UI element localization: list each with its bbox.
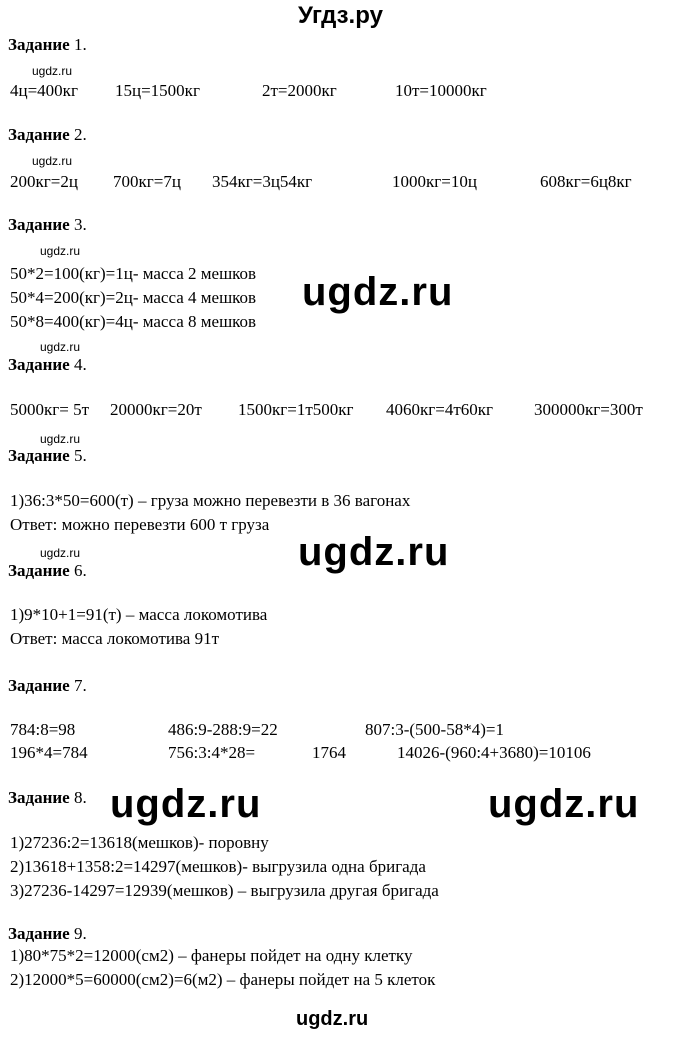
task-number: 1. — [69, 35, 87, 54]
task-1-item: 10т=10000кг — [395, 81, 487, 100]
task-6-line: Ответ: масса локомотива 91т — [10, 629, 220, 648]
task-8-line: 1)27236:2=13618(мешков)- поровну — [10, 833, 269, 852]
watermark-large: ugdz.ru — [302, 270, 454, 314]
footer-site: ugdz.ru — [296, 1008, 369, 1030]
task-2-item: 608кг=6ц8кг — [540, 172, 632, 191]
task-6-line: 1)9*10+1=91(т) – масса локомотива — [10, 605, 268, 624]
task-number: 2. — [69, 125, 87, 144]
task-1-item: 2т=2000кг — [262, 81, 337, 100]
task-7-item: 807:3-(500-58*4)=1 — [365, 720, 504, 739]
watermark-large: ugdz.ru — [488, 782, 640, 826]
task-2-item: 700кг=7ц — [113, 172, 181, 191]
task-label: Задание — [8, 125, 70, 144]
task-8-line: 3)27236-14297=12939(мешков) – выгрузила другая бригада — [10, 881, 439, 900]
task-label: Задание — [8, 355, 70, 374]
task-number: 9. — [69, 924, 87, 943]
watermark-small: ugdz.ru — [40, 546, 81, 560]
task-label: Задание — [8, 788, 70, 807]
page-title: Угдз.ру — [298, 2, 383, 29]
task-number: 8. — [69, 788, 87, 807]
task-4-item: 1500кг=1т500кг — [238, 400, 354, 419]
task-number: 5. — [69, 446, 87, 465]
task-number: 3. — [69, 215, 87, 234]
task-number: 7. — [69, 676, 87, 695]
task-label: Задание — [8, 35, 70, 54]
task-5-line: Ответ: можно перевезти 600 т груза — [10, 515, 270, 534]
task-7-item: 14026-(960:4+3680)=10106 — [397, 743, 591, 762]
watermark-small: ugdz.ru — [40, 244, 81, 258]
task-1-heading — [8, 35, 87, 55]
task-1-item: 15ц=1500кг — [115, 81, 200, 100]
task-label: Задание — [8, 215, 70, 234]
task-label: Задание — [8, 561, 70, 580]
task-8-line: 2)13618+1358:2=14297(мешков)- выгрузила одна бригада — [10, 857, 426, 876]
task-3-heading — [8, 215, 87, 235]
task-2-item: 200кг=2ц — [10, 172, 78, 191]
task-7-item: 784:8=98 — [10, 720, 76, 739]
watermark-large: ugdz.ru — [110, 782, 262, 826]
task-4-item: 5000кг= 5т — [10, 400, 89, 419]
task-2-heading — [8, 125, 87, 145]
task-7-item: 1764 — [312, 743, 346, 762]
task-4-item: 20000кг=20т — [110, 400, 202, 419]
task-9-line: 2)12000*5=60000(см2)=6(м2) – фанеры пойдет на 5 клеток — [10, 970, 436, 989]
task-9-heading — [8, 924, 87, 944]
task-3-line: 50*8=400(кг)=4ц- масса 8 мешков — [10, 312, 257, 331]
task-1-item: 4ц=400кг — [10, 81, 78, 100]
task-2-item: 354кг=3ц54кг — [212, 172, 313, 191]
task-9-line: 1)80*75*2=12000(см2) – фанеры пойдет на одну клетку — [10, 946, 413, 965]
task-label: Задание — [8, 924, 70, 943]
task-4-heading — [8, 355, 87, 375]
task-7-heading — [8, 676, 87, 696]
task-label: Задание — [8, 676, 70, 695]
task-7-item: 486:9-288:9=22 — [168, 720, 278, 739]
task-number: 4. — [69, 355, 87, 374]
watermark-large: ugdz.ru — [298, 530, 450, 574]
task-3-line: 50*4=200(кг)=2ц- масса 4 мешков — [10, 288, 257, 307]
task-2-item: 1000кг=10ц — [392, 172, 477, 191]
task-6-heading — [8, 561, 87, 581]
watermark-small: ugdz.ru — [32, 64, 73, 78]
task-label: Задание — [8, 446, 70, 465]
watermark-small: ugdz.ru — [32, 154, 73, 168]
task-7-item: 196*4=784 — [10, 743, 88, 762]
task-3-line: 50*2=100(кг)=1ц- масса 2 мешков — [10, 264, 257, 283]
watermark-small: ugdz.ru — [40, 340, 81, 354]
task-5-heading — [8, 446, 87, 466]
watermark-small: ugdz.ru — [40, 432, 81, 446]
task-7-item: 756:3:4*28= — [168, 743, 256, 762]
task-5-line: 1)36:3*50=600(т) – груза можно перевезти в 36 вагонах — [10, 491, 411, 510]
task-4-item: 4060кг=4т60кг — [386, 400, 493, 419]
task-number: 6. — [69, 561, 87, 580]
task-8-heading — [8, 788, 87, 808]
task-4-item: 300000кг=300т — [534, 400, 643, 419]
